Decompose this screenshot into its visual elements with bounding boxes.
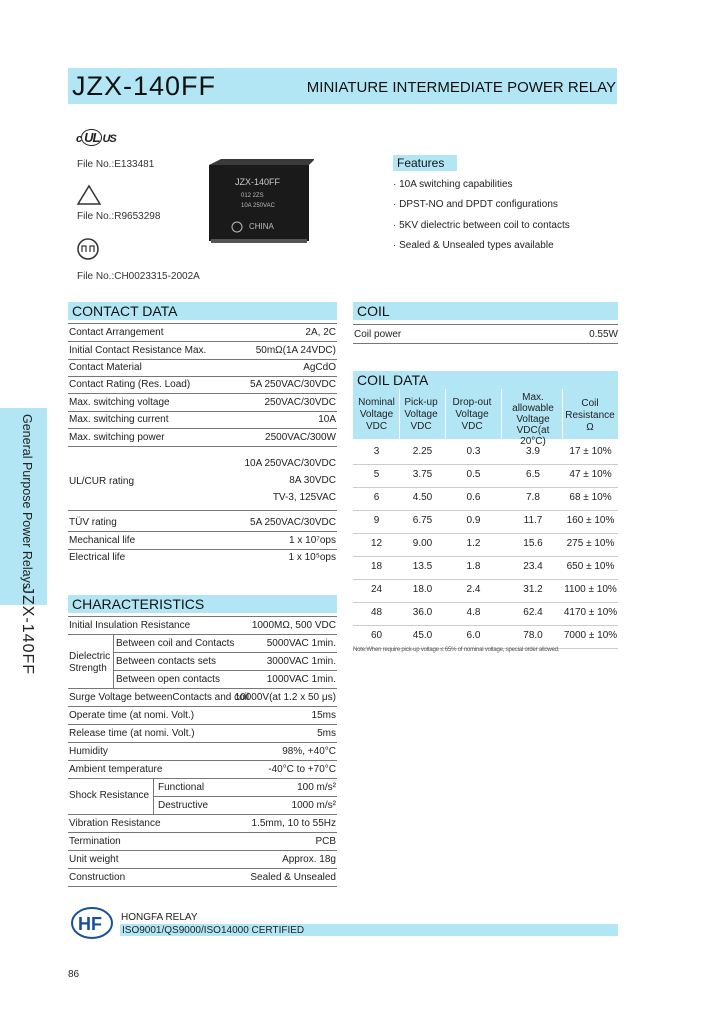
insulation-row: Initial Insulation Resistance 1000MΩ, 500 VDC (68, 617, 337, 635)
dielectric-row: Between contacts sets 3000VAC 1min. (113, 653, 337, 671)
dielectric-row: Between open contacts 1000VAC 1min. (113, 671, 337, 689)
svg-text:012 2ZS: 012 2ZS (241, 193, 264, 199)
coil-table-cell: 6 (373, 492, 380, 503)
coil-table-cell: 13.5 (412, 561, 433, 572)
ul-logo: c UL US (76, 130, 116, 145)
divider (353, 487, 618, 488)
dielectric-label: Dielectric Strength (69, 651, 111, 674)
coil-table-cell: 18 (370, 561, 383, 572)
contact-row: Contact Rating (Res. Load) 5A 250VAC/30VDC (68, 376, 337, 394)
coil-table-cell: 1.2 (466, 538, 481, 549)
char-row: Unit weight Approx. 18g (68, 851, 337, 869)
coil-table-cell: 275 ± 10% (566, 538, 615, 549)
coil-table-cell: 78.0 (523, 630, 543, 641)
divider (68, 510, 337, 511)
contact-row: Max. switching power 2500VAC/300W (68, 429, 337, 447)
coil-data-title: COIL DATA (357, 372, 429, 388)
coil-table-header: Pick-up Voltage VDC (404, 397, 438, 432)
company-name: HONGFA RELAY (121, 912, 198, 923)
electrical-life-row: Electrical life 1 x 10⁵ops (69, 552, 336, 563)
divider (353, 602, 618, 603)
coil-table-cell: 2.25 (412, 446, 433, 457)
divider (353, 464, 618, 465)
coil-band (353, 302, 618, 320)
char-row: Vibration Resistance 1.5mm, 10 to 55Hz (68, 815, 337, 833)
coil-table-cell: 31.2 (523, 584, 543, 595)
coil-table-cell: 11.7 (523, 515, 543, 526)
coil-title: COIL (357, 303, 390, 319)
ul-rating-value: TV-3, 125VAC (272, 492, 336, 503)
ul-file-number: File No.:E133481 (77, 159, 155, 170)
char-row: Construction Sealed & Unsealed (68, 869, 337, 887)
coil-table-cell: 160 ± 10% (566, 515, 615, 526)
char-row: Ambient temperature -40°C to +70°C (68, 761, 337, 779)
coil-table-cell: 9.00 (412, 538, 433, 549)
coil-table-cell: 60 (370, 630, 383, 641)
coil-table-cell: 24 (370, 584, 383, 595)
certified-text: ISO9001/QS9000/ISO14000 CERTIFIED (122, 925, 305, 936)
features-title: Features (397, 156, 445, 170)
coil-table-cell: 12 (370, 538, 383, 549)
char-row: Termination PCB (68, 833, 337, 851)
coil-data-note: Note:When require pick-up voltage ≤ 65% of nominal voltage, special order allowed. (353, 647, 560, 653)
coil-table-header: Drop-out Voltage VDC (452, 397, 492, 432)
tuv-file-number: File No.:R9653298 (77, 211, 161, 222)
coil-table-cell: 1100 ± 10% (564, 584, 617, 595)
coil-table-cell: 48 (370, 607, 383, 618)
tuv-triangle-icon (76, 184, 102, 206)
coil-table-cell: 650 ± 10% (566, 561, 615, 572)
coil-table-cell: 9 (373, 515, 380, 526)
coil-table-cell: 6.0 (466, 630, 481, 641)
coil-table-cell: 2.4 (466, 584, 481, 595)
coil-table-cell: 0.3 (466, 446, 481, 457)
char-row: Release time (at nomi. Volt.) 5ms (68, 725, 337, 743)
page-subtitle: MINIATURE INTERMEDIATE POWER RELAY (306, 79, 616, 96)
divider (353, 579, 618, 580)
coil-table-cell: 0.6 (466, 492, 481, 503)
svg-text:10A 250VAC: 10A 250VAC (241, 203, 275, 209)
coil-power-value: 0.55W (589, 329, 618, 340)
page-title: JZX-140FF (72, 71, 217, 101)
coil-table-cell: 0.5 (466, 469, 481, 480)
coil-table-cell: 18.0 (412, 584, 433, 595)
coil-table-cell: 3.9 (526, 446, 540, 457)
char-row: Surge Voltage betweenContacts and coil 10000V(at 1.2 x 50 μs) (68, 689, 337, 707)
divider (501, 389, 502, 651)
divider (353, 625, 618, 626)
coil-table-cell: 62.4 (523, 607, 543, 618)
coil-table-cell: 5 (373, 469, 380, 480)
relay-origin: CHINA (249, 222, 274, 231)
coil-table-cell: 6.75 (412, 515, 433, 526)
coil-table-cell: 3 (373, 446, 380, 457)
characteristics-title: CHARACTERISTICS (72, 596, 205, 612)
coil-table-cell: 23.4 (523, 561, 543, 572)
coil-table-header: Nominal Voltage VDC (358, 397, 395, 432)
shock-row: Functional 100 m/s² (153, 779, 337, 797)
svg-text:HF: HF (78, 914, 102, 934)
shock-row: Destructive 1000 m/s² (153, 797, 337, 815)
coil-table-cell: 17 ± 10% (569, 446, 612, 457)
coil-power-label: Coil power (354, 329, 402, 340)
mechanical-life-row: Mechanical life 1 x 10⁷ops (68, 532, 337, 550)
coil-table-cell: 6.5 (526, 469, 540, 480)
feature-item: · Sealed & Unsealed types available (393, 240, 554, 251)
coil-table-cell: 45.0 (412, 630, 433, 641)
contact-data-title: CONTACT DATA (72, 303, 178, 319)
coil-table-cell: 4.8 (466, 607, 481, 618)
coil-table-header: Coil Resistance Ω (565, 398, 615, 433)
feature-item: · 10A switching capabilities (393, 179, 513, 190)
cqc-file-number: File No.:CH0023315-2002A (77, 271, 200, 282)
divider (353, 343, 618, 344)
divider (353, 510, 618, 511)
coil-table-cell: 7000 ± 10% (563, 630, 618, 641)
dielectric-row: Between coil and Contacts 5000VAC 1min. (113, 635, 337, 653)
divider (353, 324, 618, 325)
char-row: Operate time (at nomi. Volt.) 15ms (68, 707, 337, 725)
coil-table-header: Max. allowable Voltage VDC(at 20°C) (512, 392, 554, 447)
coil-table-cell: 68 ± 10% (569, 492, 612, 503)
contact-row: Contact Arrangement 2A, 2C (68, 324, 337, 342)
ul-rating-value: 10A 250VAC/30VDC (244, 458, 336, 469)
coil-table-cell: 36.0 (412, 607, 433, 618)
contact-row: Initial Contact Resistance Max. 50mΩ(1A 24VDC) (68, 342, 337, 360)
coil-table-cell: 4170 ± 10% (563, 607, 618, 618)
hongfa-logo-icon (70, 906, 114, 940)
ul-rating-value: 8A 30VDC (289, 475, 336, 486)
page-number: 86 (68, 969, 80, 980)
relay-marking-model: JZX-140FF (235, 177, 281, 187)
divider (353, 556, 618, 557)
sidebar-category: General Purpose Power Relays (20, 414, 34, 590)
coil-table-cell: 0.9 (466, 515, 481, 526)
coil-table-cell: 15.6 (523, 538, 543, 549)
feature-item: · 5KV dielectric between coil to contacts (393, 220, 570, 231)
sidebar-model: JZX-140FF (19, 586, 36, 676)
coil-table-cell: 7.8 (526, 492, 540, 503)
char-row: Humidity 98%, +40°C (68, 743, 337, 761)
shock-label: Shock Resistance (69, 790, 150, 801)
coil-table-cell: 4.50 (412, 492, 433, 503)
tuv-rating-row: TÜV rating 5A 250VAC/30VDC (68, 514, 337, 532)
contact-row: Max. switching voltage 250VAC/30VDC (68, 394, 337, 412)
feature-item: · DPST-NO and DPDT configurations (393, 199, 558, 210)
contact-row: Contact Material AgCdO (68, 359, 337, 377)
coil-table-cell: 3.75 (412, 469, 433, 480)
ul-rating-label: UL/CUR rating (69, 476, 135, 487)
coil-table-cell: 1.8 (466, 561, 481, 572)
coil-table-cell: 47 ± 10% (569, 469, 612, 480)
cqc-logo-icon (76, 237, 100, 261)
contact-row: Max. switching current 10A (68, 411, 337, 429)
relay-product-image (207, 157, 314, 247)
divider (353, 533, 618, 534)
